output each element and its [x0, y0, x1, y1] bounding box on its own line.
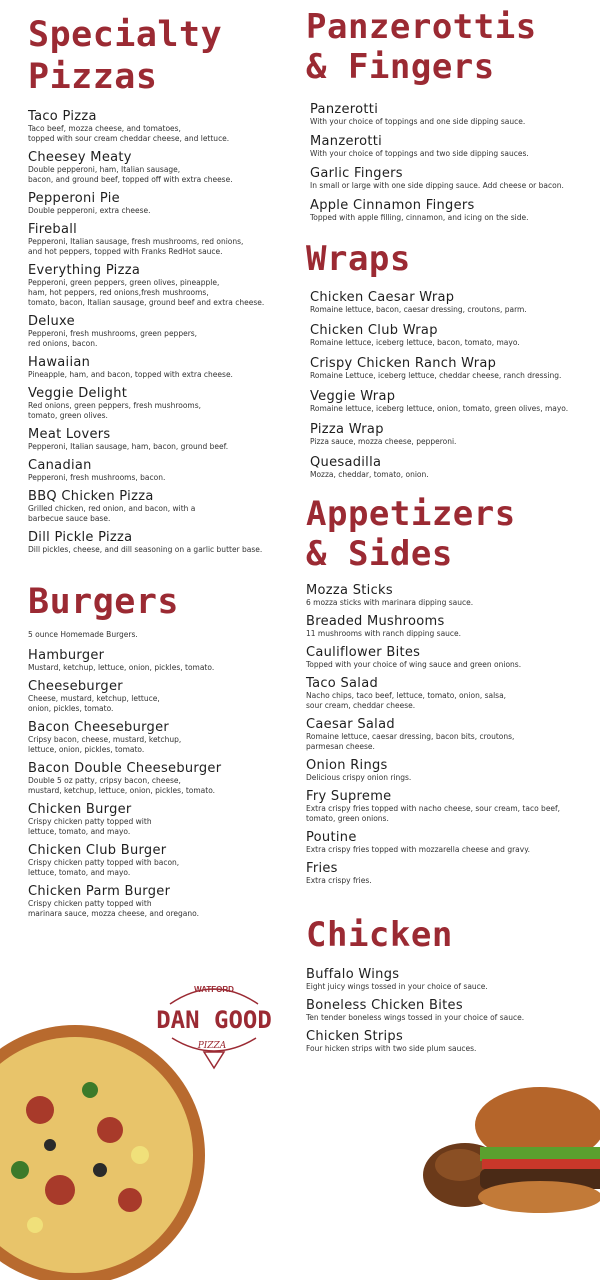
description-line: Pineapple, ham, and bacon, topped with extra cheese.: [28, 370, 233, 379]
description-line: tomato, green onions.: [306, 814, 389, 823]
menu-item-name: Dill Pickle Pizza: [28, 530, 133, 545]
description-line: Romaine Lettuce, iceberg lettuce, cheddar cheese, ranch dressing.: [310, 371, 562, 380]
menu-item-description: [28, 124, 264, 144]
menu-item-name: Garlic Fingers: [310, 166, 403, 181]
description-line: Pepperoni, fresh mushrooms, bacon.: [28, 473, 166, 482]
description-line: and hot peppers, topped with Franks RedHot sauce.: [28, 247, 223, 256]
description-line: Pepperoni, fresh mushrooms, green peppers,: [28, 329, 198, 338]
description-line: barbecue sauce base.: [28, 514, 111, 523]
menu-item: [310, 422, 568, 447]
specialty-pizzas-list: [28, 109, 264, 561]
menu-item-description: [306, 1044, 524, 1054]
description-line: sour cream, cheddar cheese.: [306, 701, 416, 710]
menu-item-description: [306, 1013, 524, 1023]
description-line: bacon, and ground beef, topped off with extra cheese.: [28, 175, 233, 184]
menu-item-name: Chicken Parm Burger: [28, 884, 171, 899]
menu-item-name: Bacon Cheeseburger: [28, 720, 170, 735]
menu-item-description: [306, 629, 560, 639]
menu-item: [310, 389, 568, 414]
menu-item: [28, 458, 264, 483]
description-line: Four hicken strips with two side plum sauces.: [306, 1044, 477, 1053]
burgers-section: [28, 582, 180, 639]
description-line: lettuce, onion, pickles, tomato.: [28, 745, 145, 754]
description-line: Extra crispy fries topped with nacho cheese, sour cream, taco beef,: [306, 804, 561, 813]
menu-item-description: [28, 545, 264, 555]
menu-item-name: Hamburger: [28, 648, 105, 663]
menu-item: [306, 861, 560, 886]
description-line: ham, hot peppers, red onions,fresh mushrooms,: [28, 288, 209, 297]
menu-item-name: Chicken Caesar Wrap: [310, 290, 455, 305]
description-line: Ten tender boneless wings tossed in your choice of sauce.: [306, 1013, 525, 1022]
description-line: Romaine lettuce, iceberg lettuce, bacon, tomato, mayo.: [310, 338, 520, 347]
burgers-note: 5 ounce Homemade Burgers.: [28, 630, 138, 639]
menu-item-description: [310, 117, 564, 127]
menu-item: [310, 455, 568, 480]
menu-item: [306, 1029, 524, 1054]
description-line: Extra crispy fries topped with mozzarella cheese and gravy.: [306, 845, 530, 854]
description-line: Mustard, ketchup, lettuce, onion, pickles, tomato.: [28, 663, 215, 672]
menu-item: [28, 109, 264, 144]
menu-item: [306, 583, 560, 608]
description-line: Pepperoni, Italian sausage, ham, bacon, ground beef.: [28, 442, 229, 451]
section-heading: Appetizers & Sides: [306, 494, 516, 574]
menu-item-description: [28, 473, 264, 483]
description-line: Mozza, cheddar, tomato, onion.: [310, 470, 429, 479]
specialty-pizzas-section: [28, 15, 223, 97]
menu-item-name: Mozza Sticks: [306, 583, 393, 598]
menu-item-name: Deluxe: [28, 314, 75, 329]
menu-item-name: Everything Pizza: [28, 263, 141, 278]
menu-item: [306, 645, 560, 670]
menu-item-name: Crispy Chicken Ranch Wrap: [310, 356, 497, 371]
description-line: Nacho chips, taco beef, lettuce, tomato, onion, salsa,: [306, 691, 507, 700]
menu-item-name: Veggie Delight: [28, 386, 128, 401]
description-line: Extra crispy fries.: [306, 876, 372, 885]
menu-item-name: Cheesey Meaty: [28, 150, 132, 165]
description-line: parmesan cheese.: [306, 742, 375, 751]
menu-item: [28, 761, 221, 796]
description-line: Crispy chicken patty topped with bacon,: [28, 858, 180, 867]
appetizers-list: [306, 583, 560, 892]
menu-item: [310, 198, 564, 223]
menu-item-description: [28, 504, 264, 524]
description-line: Double 5 oz patty, cripsy bacon, cheese,: [28, 776, 181, 785]
description-line: Pepperoni, green peppers, green olives, pineapple,: [28, 278, 220, 287]
menu-item-description: [28, 165, 264, 185]
menu-item-name: Boneless Chicken Bites: [306, 998, 463, 1013]
menu-item: [28, 314, 264, 349]
menu-item: [28, 263, 264, 308]
menu-item-description: [28, 694, 221, 714]
description-line: Topped with your choice of wing sauce and green onions.: [306, 660, 522, 669]
menu-item: [306, 830, 560, 855]
description-line: Crispy chicken patty topped with: [28, 817, 152, 826]
menu-item-name: Fireball: [28, 222, 78, 237]
menu-item: [28, 191, 264, 216]
menu-item-description: [306, 732, 560, 752]
menu-item-description: [28, 278, 264, 308]
menu-item-description: [28, 442, 264, 452]
menu-item-name: Apple Cinnamon Fingers: [310, 198, 475, 213]
menu-item-description: [306, 982, 524, 992]
menu-item: [28, 720, 221, 755]
wraps-list: [310, 290, 568, 488]
burger-photo: [460, 1085, 600, 1215]
menu-item-description: [28, 329, 264, 349]
menu-item-name: Pizza Wrap: [310, 422, 384, 437]
menu-item-name: Onion Rings: [306, 758, 388, 773]
menu-item-name: Chicken Burger: [28, 802, 132, 817]
menu-item: [28, 489, 264, 524]
menu-item-description: [310, 338, 568, 348]
appetizers-section: [306, 494, 516, 574]
menu-item: [306, 998, 524, 1023]
logo-top-text: WATFORD: [194, 985, 234, 994]
menu-item-description: [310, 437, 568, 447]
description-line: Topped with apple filling, cinnamon, and icing on the side.: [310, 213, 529, 222]
menu-item: [28, 355, 264, 380]
menu-item-description: [310, 470, 568, 480]
description-line: Grilled chicken, red onion, and bacon, with a: [28, 504, 196, 513]
wraps-section: [306, 239, 411, 279]
menu-item-description: [306, 845, 560, 855]
menu-item-description: [306, 598, 560, 608]
menu-item-description: [28, 206, 264, 216]
menu-item-name: Bacon Double Cheeseburger: [28, 761, 222, 776]
description-line: With your choice of toppings and two side dipping sauces.: [310, 149, 529, 158]
menu-item: [28, 222, 264, 257]
menu-item-description: [310, 213, 564, 223]
menu-item-name: Pepperoni Pie: [28, 191, 120, 206]
section-heading: Specialty Pizzas: [28, 15, 223, 97]
menu-item-name: Buffalo Wings: [306, 967, 400, 982]
menu-item-description: [306, 773, 560, 783]
description-line: Cripsy bacon, cheese, mustard, ketchup,: [28, 735, 182, 744]
burgers-list: [28, 648, 221, 925]
chicken-section: [306, 915, 453, 955]
description-line: Double pepperoni, ham, Italian sausage,: [28, 165, 181, 174]
menu-item-description: [306, 804, 560, 824]
description-line: 6 mozza sticks with marinara dipping sauce.: [306, 598, 474, 607]
menu-item-name: BBQ Chicken Pizza: [28, 489, 154, 504]
menu-item: [310, 102, 564, 127]
menu-item-name: Taco Pizza: [28, 109, 97, 124]
menu-item-name: Poutine: [306, 830, 357, 845]
menu-item-description: [310, 305, 568, 315]
menu-item: [306, 614, 560, 639]
menu-item: [306, 676, 560, 711]
section-heading: Burgers: [28, 582, 180, 622]
menu-item-name: Panzerotti: [310, 102, 379, 117]
menu-item: [306, 789, 560, 824]
logo-middle-text: DAN GOOD: [156, 1006, 272, 1034]
section-heading: Panzerottis & Fingers: [306, 7, 537, 87]
menu-item: [306, 967, 524, 992]
menu-item: [28, 843, 221, 878]
menu-item-name: Chicken Club Burger: [28, 843, 167, 858]
menu-item: [310, 323, 568, 348]
panzerottis-section: [306, 7, 537, 87]
menu-item-name: Cauliflower Bites: [306, 645, 421, 660]
menu-item: [310, 356, 568, 381]
description-line: mustard, ketchup, lettuce, onion, pickles, tomato.: [28, 786, 216, 795]
menu-item: [310, 290, 568, 315]
menu-item: [310, 166, 564, 191]
menu-item-description: [310, 371, 568, 381]
description-line: Dill pickles, cheese, and dill seasoning on a garlic butter base.: [28, 545, 263, 554]
description-line: Taco beef, mozza cheese, and tomatoes,: [28, 124, 181, 133]
menu-item: [28, 530, 264, 555]
description-line: topped with sour cream cheddar cheese, and lettuce.: [28, 134, 230, 143]
description-line: Romaine lettuce, bacon, caesar dressing, croutons, parm.: [310, 305, 527, 314]
description-line: 11 mushrooms with ranch dipping sauce.: [306, 629, 462, 638]
menu-item-description: [310, 149, 564, 159]
menu-item: [28, 679, 221, 714]
description-line: Pepperoni, Italian sausage, fresh mushrooms, red onions,: [28, 237, 244, 246]
menu-item-name: Chicken Strips: [306, 1029, 404, 1044]
menu-item-description: [306, 691, 560, 711]
description-line: Delicious crispy onion rings.: [306, 773, 412, 782]
logo-bottom-text: PIZZA: [197, 1041, 227, 1051]
menu-item-description: [28, 237, 264, 257]
menu-item-name: Fry Supreme: [306, 789, 392, 804]
description-line: tomato, green olives.: [28, 411, 108, 420]
description-line: Cheese, mustard, ketchup, lettuce,: [28, 694, 160, 703]
menu-item-description: [306, 876, 560, 886]
description-line: lettuce, tomato, and mayo.: [28, 868, 131, 877]
menu-item-description: [28, 858, 221, 878]
description-line: lettuce, tomato, and mayo.: [28, 827, 131, 836]
menu-item-name: Hawaiian: [28, 355, 91, 370]
menu-item-description: [310, 404, 568, 414]
description-line: Romaine lettuce, caesar dressing, bacon bits, croutons,: [306, 732, 515, 741]
section-heading: Wraps: [306, 239, 411, 279]
menu-item: [28, 150, 264, 185]
menu-item-description: [306, 660, 560, 670]
menu-item-description: [28, 776, 221, 796]
menu-item-description: [28, 663, 221, 673]
menu-item-description: [28, 370, 264, 380]
description-line: In small or large with one side dipping sauce. Add cheese or bacon.: [310, 181, 564, 190]
menu-item-name: Veggie Wrap: [310, 389, 396, 404]
menu-item: [310, 134, 564, 159]
menu-item-name: Breaded Mushrooms: [306, 614, 445, 629]
menu-item-name: Fries: [306, 861, 338, 876]
menu-item-name: Caesar Salad: [306, 717, 395, 732]
menu-item-name: Canadian: [28, 458, 92, 473]
menu-item: [306, 717, 560, 752]
menu-item-name: Manzerotti: [310, 134, 383, 149]
description-line: Pizza sauce, mozza cheese, pepperoni.: [310, 437, 457, 446]
menu-item: [28, 802, 221, 837]
description-line: Crispy chicken patty topped with: [28, 899, 152, 908]
description-line: red onions, bacon.: [28, 339, 98, 348]
menu-item-description: [28, 735, 221, 755]
panzerottis-list: [310, 102, 564, 230]
menu-item-description: [28, 899, 221, 919]
description-line: marinara sauce, mozza cheese, and oregano.: [28, 909, 199, 918]
menu-item-name: Quesadilla: [310, 455, 382, 470]
description-line: Red onions, green peppers, fresh mushrooms,: [28, 401, 202, 410]
menu-item: [306, 758, 560, 783]
description-line: Eight juicy wings tossed in your choice of sauce.: [306, 982, 488, 991]
description-line: tomato, bacon, Italian sausage, ground beef and extra cheese.: [28, 298, 265, 307]
description-line: Double pepperoni, extra cheese.: [28, 206, 151, 215]
menu-item: [28, 884, 221, 919]
menu-item-name: Taco Salad: [306, 676, 379, 691]
menu-item-description: [28, 401, 264, 421]
menu-item: [28, 386, 264, 421]
chicken-list: [306, 967, 524, 1060]
description-line: Romaine lettuce, iceberg lettuce, onion, tomato, green olives, mayo.: [310, 404, 569, 413]
menu-item-name: Cheeseburger: [28, 679, 123, 694]
menu-item: [28, 648, 221, 673]
section-heading: Chicken: [306, 915, 453, 955]
menu-item-name: Meat Lovers: [28, 427, 111, 442]
menu-item-description: [310, 181, 564, 191]
menu-item-name: Chicken Club Wrap: [310, 323, 438, 338]
menu-item: [28, 427, 264, 452]
pizza-photo: [0, 1020, 210, 1280]
description-line: onion, pickles, tomato.: [28, 704, 114, 713]
description-line: With your choice of toppings and one side dipping sauce.: [310, 117, 526, 126]
menu-item-description: [28, 817, 221, 837]
